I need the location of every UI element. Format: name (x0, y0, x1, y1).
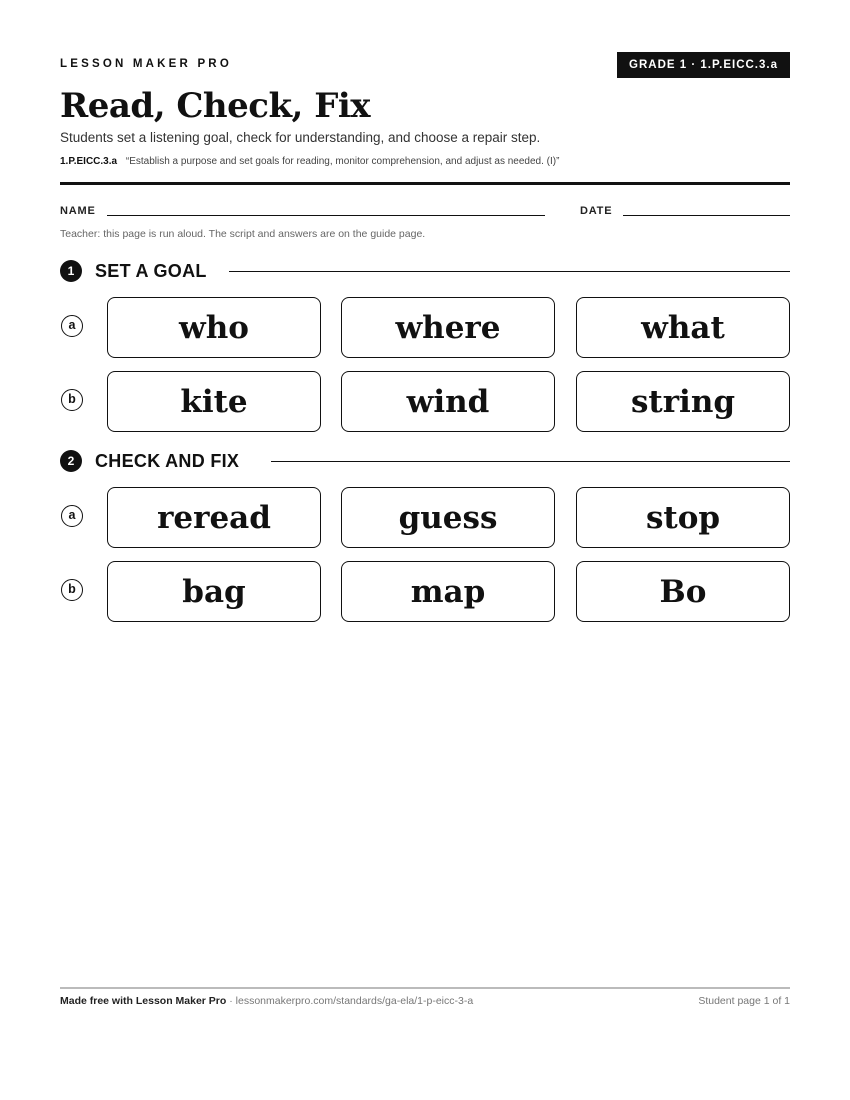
footer-credit (60, 995, 473, 1007)
grade-badge: GRADE 1 · 1.P.EICC.3.a (617, 52, 790, 78)
page-subtitle: Students set a listening goal, check for understanding, and choose a repair step. (60, 130, 541, 145)
section-check-and-fix (60, 449, 790, 473)
word-card[interactable]: map (341, 561, 555, 622)
name-date-row (60, 204, 790, 220)
word-card[interactable]: where (341, 297, 555, 358)
row-label: a (61, 505, 83, 527)
word-card[interactable]: what (576, 297, 790, 358)
word-card[interactable]: Bo (576, 561, 790, 622)
section-number: 1 (60, 260, 82, 282)
date-field[interactable] (623, 215, 790, 216)
word-card[interactable]: reread (107, 487, 321, 548)
section-rule (271, 461, 790, 462)
word-card[interactable]: bag (107, 561, 321, 622)
word-row-1a (60, 297, 790, 359)
standard-line (60, 156, 559, 167)
footer-page-number: Student page 1 of 1 (698, 995, 790, 1007)
top-bar (60, 52, 790, 78)
section-title: SET A GOAL (95, 261, 207, 281)
worksheet-page (60, 0, 790, 1100)
word-row-1b (60, 371, 790, 433)
section-rule (229, 271, 790, 272)
word-card[interactable]: stop (576, 487, 790, 548)
row-label: b (61, 389, 83, 411)
brand-name: LESSON MAKER PRO (60, 58, 232, 70)
header-divider (60, 182, 790, 185)
row-label: a (61, 315, 83, 337)
word-card[interactable]: guess (341, 487, 555, 548)
footer-made-with: Made free with Lesson Maker Pro (60, 995, 227, 1007)
name-label: NAME (60, 205, 96, 217)
footer-separator: · (226, 995, 236, 1007)
date-label: DATE (580, 205, 613, 217)
standard-text: “Establish a purpose and set goals for reading, monitor comprehension, and adjust as needed. (I)” (125, 156, 560, 167)
section-set-a-goal (60, 259, 790, 283)
word-card[interactable]: string (576, 371, 790, 432)
word-card[interactable]: who (107, 297, 321, 358)
word-row-2a (60, 487, 790, 549)
standard-code: 1.P.EICC.3.a (60, 156, 118, 167)
footer-url-link[interactable]: lessonmakerpro.com/standards/ga-ela/1-p-eicc-3-a (235, 995, 474, 1007)
section-number: 2 (60, 450, 82, 472)
page-title: Read, Check, Fix (60, 86, 371, 126)
footer-divider (60, 987, 790, 989)
row-label: b (61, 579, 83, 601)
word-card[interactable]: kite (107, 371, 321, 432)
word-row-2b (60, 561, 790, 623)
teacher-note: Teacher: this page is run aloud. The script and answers are on the guide page. (60, 228, 426, 240)
name-field[interactable] (107, 215, 545, 216)
word-card[interactable]: wind (341, 371, 555, 432)
section-title: CHECK AND FIX (95, 451, 240, 471)
